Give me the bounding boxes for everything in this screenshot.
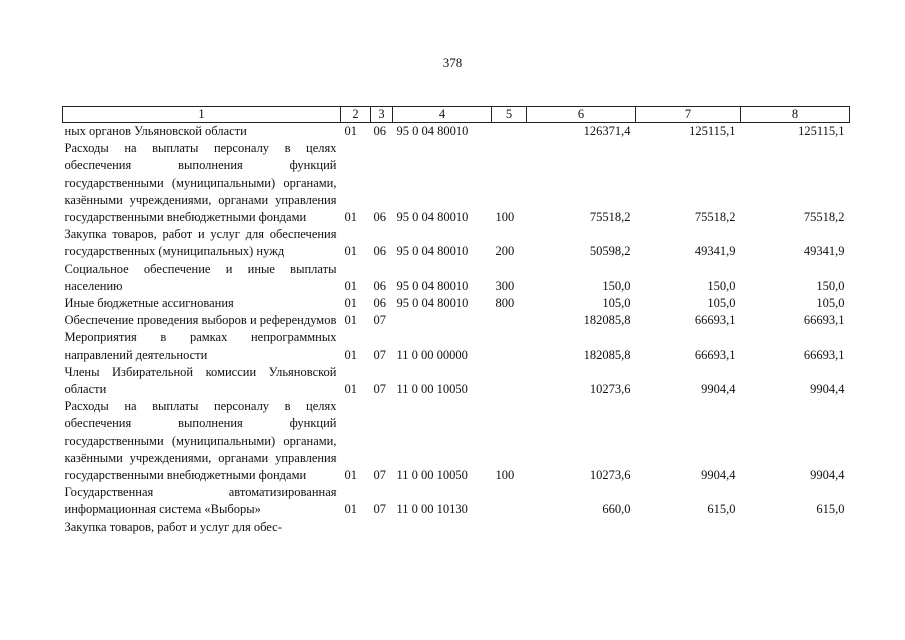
table-row: [63, 329, 850, 363]
section-code: 01: [344, 124, 357, 138]
row-name: Расходы на выплаты персоналу в целях обеспечения выполнения функций государственными (муниципальными) органами, казёнными учреждениями, органами управления государственными внебюджетными фондами: [64, 399, 337, 483]
section-code: 01: [344, 278, 357, 293]
section-code: [341, 519, 371, 536]
expense-type-code: 800: [495, 296, 515, 311]
row-name: Иные бюджетные ассигнования: [64, 296, 234, 311]
target-article-code: 95 0 04 80010: [396, 244, 469, 259]
amount-year-1: 660,0: [602, 502, 631, 517]
row-name: Мероприятия в рамках непрограммных направлений деятельности: [64, 330, 337, 362]
amount-year-3: 49341,9: [803, 244, 845, 259]
section-code: 01: [344, 313, 357, 328]
header-cell: 4: [393, 107, 492, 123]
section-code: 01: [344, 296, 357, 311]
section-code: 01: [344, 244, 357, 259]
table-row: [63, 484, 850, 518]
amount-year-1: [527, 519, 636, 536]
expense-type-code: [492, 312, 527, 329]
target-article-code: [393, 519, 492, 536]
header-cell: 1: [63, 107, 341, 123]
amount-year-2: 9904,4: [701, 468, 736, 483]
table-row: [63, 261, 850, 295]
subsection-code: 07: [373, 382, 386, 397]
amount-year-3: 105,0: [816, 296, 845, 311]
amount-year-2: 75518,2: [694, 210, 736, 225]
amount-year-1: 126371,4: [583, 124, 631, 138]
target-article-code: 95 0 04 80010: [396, 278, 469, 293]
row-name: ных органов Ульяновской области: [64, 124, 247, 138]
amount-year-2: 66693,1: [694, 347, 736, 362]
subsection-code: 07: [373, 313, 386, 328]
amount-year-1: 75518,2: [589, 210, 631, 225]
amount-year-2: 49341,9: [694, 244, 736, 259]
amount-year-2: 150,0: [707, 278, 736, 293]
target-article-code: 11 0 00 10050: [396, 382, 468, 397]
table-row: [63, 312, 850, 329]
table-row: [63, 364, 850, 398]
subsection-code: 06: [373, 244, 386, 259]
table-row: [63, 295, 850, 312]
section-code: 01: [344, 382, 357, 397]
header-cell: 2: [341, 107, 371, 123]
row-name: Члены Избирательной комиссии Ульяновской области: [64, 364, 337, 397]
subsection-code: 06: [373, 124, 386, 138]
subsection-code: [371, 519, 393, 536]
amount-year-1: 10273,6: [589, 382, 631, 397]
expense-type-code: [492, 364, 527, 398]
target-article-code: 95 0 04 80010: [396, 124, 469, 138]
section-code: 01: [344, 210, 357, 225]
expense-type-code: 200: [495, 244, 515, 259]
subsection-code: 06: [373, 278, 386, 293]
row-name: Закупка товаров, работ и услуг для обеспечения государственных (муниципальных) нужд: [64, 227, 337, 259]
amount-year-3: 125115,1: [798, 124, 845, 138]
header-row: [63, 107, 850, 123]
table-row: [63, 140, 850, 226]
target-article-code: 11 0 00 00000: [396, 347, 468, 362]
amount-year-2: 105,0: [707, 296, 736, 311]
subsection-code: 06: [373, 210, 386, 225]
target-article-code: 11 0 00 10130: [396, 502, 468, 517]
expense-type-code: 100: [495, 210, 515, 225]
row-name: Расходы на выплаты персоналу в целях обеспечения выполнения функций государственными (муниципальными) органами, казёнными учреждениями, органами управления государственными внебюджетными фондами: [64, 141, 337, 225]
amount-year-1: 10273,6: [589, 468, 631, 483]
amount-year-3: 9904,4: [810, 468, 845, 483]
budget-table: [62, 106, 850, 536]
amount-year-3: [741, 519, 850, 536]
amount-year-2: 9904,4: [701, 382, 736, 397]
subsection-code: 07: [373, 347, 386, 362]
amount-year-1: 182085,8: [583, 313, 631, 328]
amount-year-2: 615,0: [707, 502, 736, 517]
expense-type-code: 300: [495, 278, 515, 293]
amount-year-1: 182085,8: [583, 347, 631, 362]
amount-year-3: 9904,4: [810, 382, 845, 397]
target-article-code: 95 0 04 80010: [396, 210, 469, 225]
amount-year-1: 150,0: [602, 278, 631, 293]
amount-year-2: [636, 519, 741, 536]
header-cell: 8: [741, 107, 850, 123]
expense-type-code: 100: [495, 468, 515, 483]
target-article-code: 95 0 04 80010: [396, 296, 469, 311]
subsection-code: 06: [373, 296, 386, 311]
amount-year-3: 75518,2: [803, 210, 845, 225]
target-article-code: [393, 312, 492, 329]
section-code: 01: [344, 468, 357, 483]
table-row: [63, 123, 850, 141]
expense-type-code: [492, 123, 527, 141]
amount-year-3: 150,0: [816, 278, 845, 293]
expense-type-code: [492, 329, 527, 363]
header-cell: 5: [492, 107, 527, 123]
subsection-code: 07: [373, 468, 386, 483]
header-cell: 7: [636, 107, 741, 123]
header-cell: 6: [527, 107, 636, 123]
amount-year-2: 125115,1: [689, 124, 736, 138]
section-code: 01: [344, 502, 357, 517]
amount-year-2: 66693,1: [694, 313, 736, 328]
subsection-code: 07: [373, 502, 386, 517]
header-cell: 3: [371, 107, 393, 123]
amount-year-1: 105,0: [602, 296, 631, 311]
row-name: Социальное обеспечение и иные выплаты населению: [64, 261, 337, 293]
row-name: Государственная автоматизированная информационная система «Выборы»: [64, 485, 337, 517]
table-row: [63, 226, 850, 260]
amount-year-3: 615,0: [816, 502, 845, 517]
amount-year-3: 66693,1: [803, 347, 845, 362]
page-number: 378: [442, 55, 463, 70]
amount-year-3: 66693,1: [803, 313, 845, 328]
table-row: [63, 398, 850, 484]
expense-type-code: [492, 519, 527, 536]
section-code: 01: [344, 347, 357, 362]
table-row: [63, 519, 850, 536]
amount-year-1: 50598,2: [589, 244, 631, 259]
row-name: Обеспечение проведения выборов и референдумов: [64, 313, 337, 328]
row-name: Закупка товаров, работ и услуг для обес-: [64, 519, 282, 534]
expense-type-code: [492, 484, 527, 518]
target-article-code: 11 0 00 10050: [396, 468, 468, 483]
